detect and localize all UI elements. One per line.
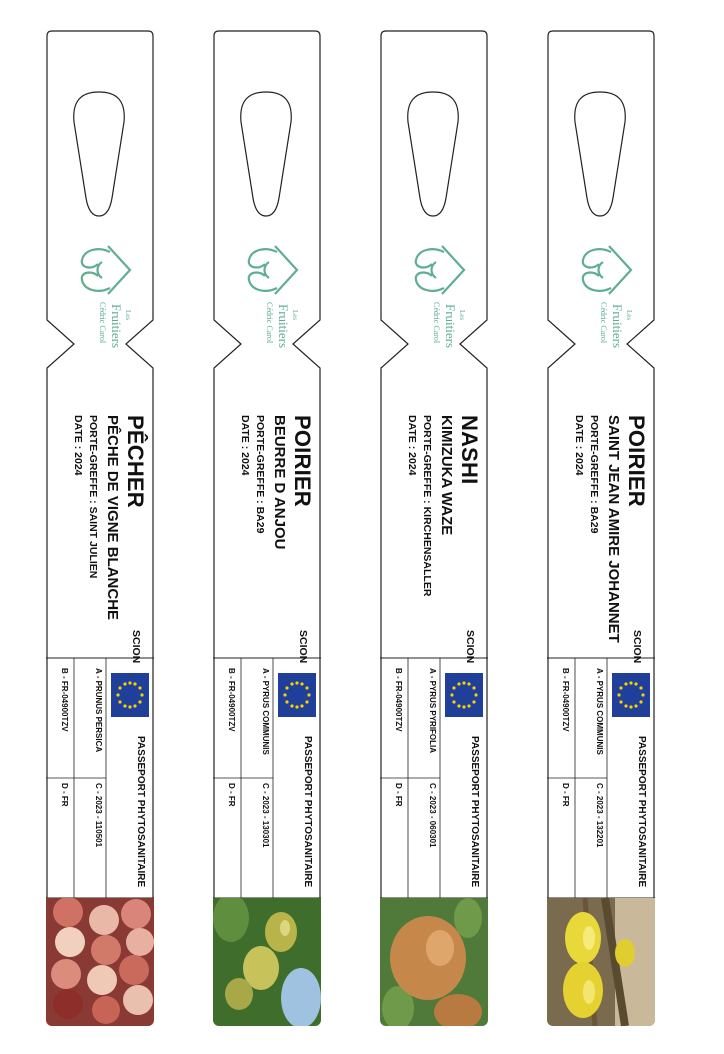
variety-name: PÊCHE DE VIGNE BLANCHE	[104, 415, 121, 621]
brand-text-3: Cédric Carol	[265, 302, 274, 344]
brand-logo	[388, 240, 480, 350]
plant-passport	[213, 658, 321, 898]
passport-field-d: D - FR	[394, 783, 403, 807]
brand-text-3: Cédric Carol	[432, 302, 441, 344]
variety-name: KIMIZUKA WAZE	[438, 415, 455, 536]
passport-field-a: A - PRUNUS PERSICA	[94, 668, 103, 753]
passport-title: PASSEPORT PHYTOSANITAIRE	[135, 736, 146, 888]
date: DATE : 2024	[72, 415, 84, 476]
eu-flag-icon	[278, 673, 316, 717]
passport-field-b: B - FR-04900TZV	[227, 668, 236, 732]
brand-text-2: Fruitiers	[443, 304, 458, 349]
variety-name: BEURRE D ANJOU	[271, 415, 288, 550]
passport-field-b: B - FR-04900TZV	[60, 668, 69, 732]
brand-logo	[221, 240, 313, 350]
species-name: PÊCHER	[123, 415, 148, 508]
rootstock: PORTE-GREFFE : KIRCHENSALLER	[421, 415, 433, 597]
eu-flag-icon	[612, 673, 650, 717]
brand-text-1: Les	[458, 310, 466, 321]
date: DATE : 2024	[573, 415, 585, 476]
date: DATE : 2024	[406, 415, 418, 476]
passport-field-d: D - FR	[60, 783, 69, 807]
peach-crate-photo	[46, 898, 154, 1026]
passport-field-a: A - PYRUS COMMUNIS	[595, 668, 604, 755]
passport-field-b: B - FR-04900TZV	[561, 668, 570, 732]
plant-passport	[547, 658, 655, 898]
brand-text-3: Cédric Carol	[98, 302, 107, 344]
eu-flag-icon	[111, 673, 149, 717]
plant-label-1	[547, 30, 655, 1054]
nashi-pear-photo	[380, 898, 488, 1026]
rootstock: PORTE-GREFFE : SAINT JULIEN	[87, 415, 99, 579]
brand-text-1: Les	[291, 310, 299, 321]
species-name: POIRIER	[290, 415, 315, 507]
brand-text-3: Cédric Carol	[599, 302, 608, 344]
passport-field-c: C - 2023 - 132201	[595, 783, 604, 848]
passport-field-a: A - PYRUS PYRIFOLIA	[428, 668, 437, 754]
plant-label-4	[46, 30, 154, 1054]
brand-logo	[555, 240, 647, 350]
rootstock: PORTE-GREFFE : BA29	[588, 415, 600, 534]
scion-label: SCION	[297, 630, 309, 664]
green-pear-tree-photo	[213, 898, 321, 1026]
brand-text-2: Fruitiers	[276, 304, 291, 349]
yellow-pear-photo	[547, 898, 655, 1026]
passport-field-c: C - 2023 - 110501	[94, 783, 103, 848]
rootstock: PORTE-GREFFE : BA29	[254, 415, 266, 534]
brand-text-2: Fruitiers	[109, 304, 124, 349]
passport-field-a: A - PYRUS COMMUNIS	[261, 668, 270, 755]
passport-field-b: B - FR-04900TZV	[394, 668, 403, 732]
passport-field-c: C - 2023 - 130301	[261, 783, 270, 848]
date: DATE : 2024	[239, 415, 251, 476]
species-name: NASHI	[457, 415, 482, 485]
plant-label-3	[213, 30, 321, 1054]
passport-title: PASSEPORT PHYTOSANITAIRE	[636, 736, 647, 888]
plant-passport	[46, 658, 154, 898]
brand-logo	[54, 240, 146, 350]
scion-label: SCION	[130, 630, 142, 664]
species-name: POIRIER	[624, 415, 649, 507]
passport-field-d: D - FR	[227, 783, 236, 807]
brand-text-1: Les	[625, 310, 633, 321]
variety-name: SAINT JEAN AMIRE JOHANNET	[605, 415, 622, 643]
plant-label-2	[380, 30, 488, 1054]
brand-text-2: Fruitiers	[610, 304, 625, 349]
brand-text-1: Les	[124, 310, 132, 321]
eu-flag-icon	[445, 673, 483, 717]
passport-field-d: D - FR	[561, 783, 570, 807]
passport-title: PASSEPORT PHYTOSANITAIRE	[302, 736, 313, 888]
passport-field-c: C - 2023 - 060301	[428, 783, 437, 848]
passport-title: PASSEPORT PHYTOSANITAIRE	[469, 736, 480, 888]
scion-label: SCION	[464, 630, 476, 664]
scion-label: SCION	[631, 630, 643, 664]
plant-passport	[380, 658, 488, 898]
